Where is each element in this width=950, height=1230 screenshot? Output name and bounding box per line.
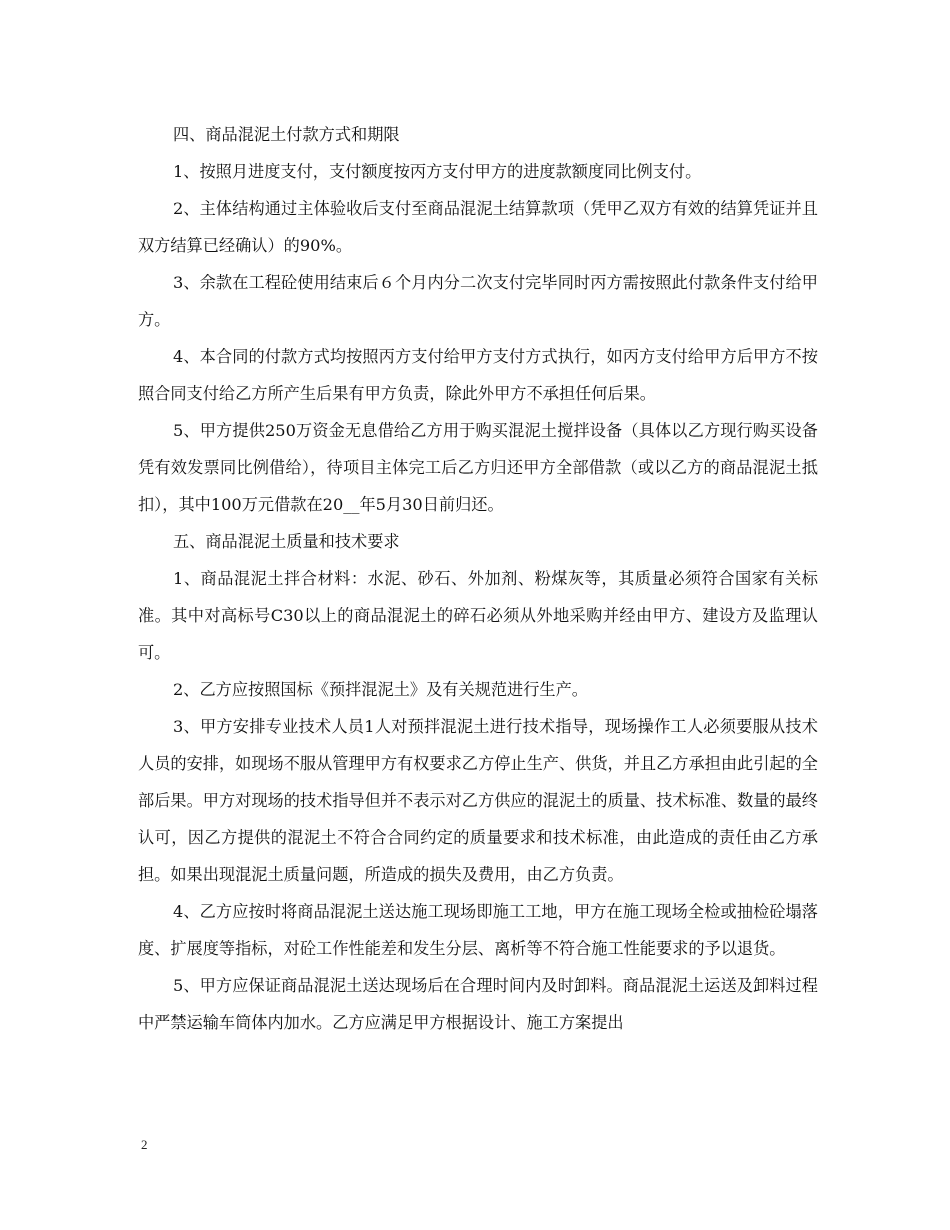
paragraph: 3、余款在工程砼使用结束后６个月内分二次支付完毕同时丙方需按照此付款条件支付给甲方。 bbox=[138, 273, 818, 329]
paragraph: 1、按照月进度支付，支付额度按丙方支付甲方的进度款额度同比例支付。 bbox=[173, 162, 702, 181]
section-heading-payment: 四、商品混泥土付款方式和期限 bbox=[173, 125, 400, 144]
paragraph: 5、甲方应保证商品混泥土送达现场后在合理时间内及时卸料。商品混泥土运送及卸料过程中严禁运输车筒体内加水。乙方应满足甲方根据设计、施工方案提出 bbox=[138, 976, 818, 1032]
paragraph: 4、乙方应按时将商品混泥土送达施工现场即施工工地，甲方在施工现场全检或抽检砼塌落度、扩展度等指标，对砼工作性能差和发生分层、离析等不符合施工性能要求的予以退货。 bbox=[138, 902, 818, 958]
paragraph: 3、甲方安排专业技术人员1人对预拌混泥土进行技术指导，现场操作工人必须要服从技术人员的安排，如现场不服从管理甲方有权要求乙方停止生产、供货，并且乙方承担由此引起的全部后果。甲方对现场的技术指导但并不表示对乙方供应的混泥土的质量、技术标准、数量的最终认可，因乙方提供的混泥土不符合合同约定的质量要求和技术标准，由此造成的责任由乙方承担。如果出现混泥土质量问题，所造成的损失及费用，由乙方负责。 bbox=[138, 717, 818, 884]
paragraph: 2、乙方应按照国标《预拌混泥土》及有关规范进行生产。 bbox=[173, 680, 588, 699]
document-body bbox=[138, 116, 818, 1041]
paragraph: 1、商品混泥土拌合材料：水泥、砂石、外加剂、粉煤灰等，其质量必须符合国家有关标准。其中对高标号C30以上的商品混泥土的碎石必须从外地采购并经由甲方、建设方及监理认可。 bbox=[138, 569, 818, 662]
paragraph: 2、主体结构通过主体验收后支付至商品混泥土结算款项（凭甲乙双方有效的结算凭证并且双方结算已经确认）的90%。 bbox=[138, 199, 818, 255]
page-number: 2 bbox=[141, 1137, 148, 1152]
section-heading-quality: 五、商品混泥土质量和技术要求 bbox=[173, 532, 400, 551]
paragraph: 5、甲方提供250万资金无息借给乙方用于购买混泥土搅拌设备（具体以乙方现行购买设备凭有效发票同比例借给），待项目主体完工后乙方归还甲方全部借款（或以乙方的商品混泥土抵扣），其中100万元借款在20__年5月30日前归还。 bbox=[138, 421, 818, 514]
paragraph: 4、本合同的付款方式均按照丙方支付给甲方支付方式执行，如丙方支付给甲方后甲方不按照合同支付给乙方所产生后果有甲方负责，除此外甲方不承担任何后果。 bbox=[138, 347, 818, 403]
